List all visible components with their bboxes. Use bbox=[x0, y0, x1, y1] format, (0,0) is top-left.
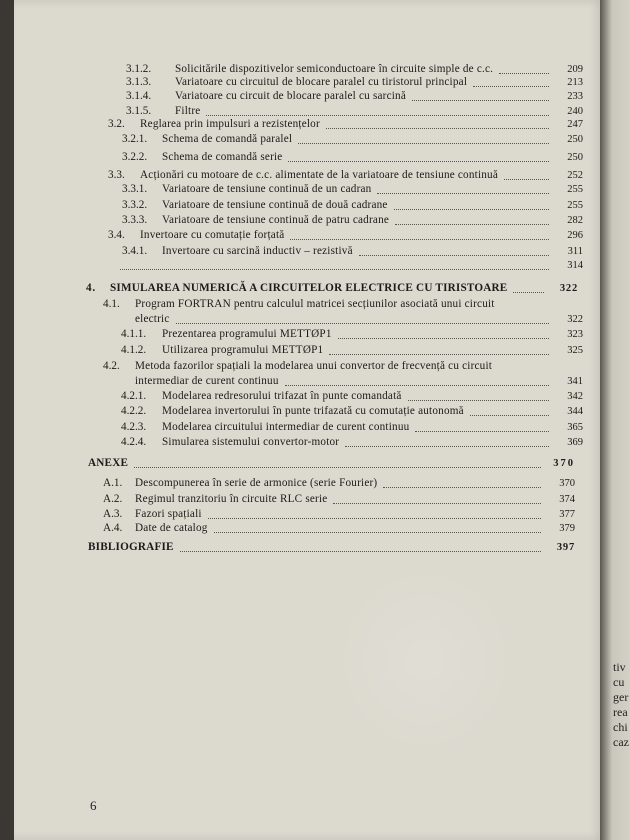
toc-entry-page: 296 bbox=[567, 230, 583, 241]
dot-leader bbox=[394, 208, 549, 210]
toc-entry-number: 4.1.1. bbox=[121, 328, 147, 340]
toc-entry-page: 233 bbox=[567, 91, 583, 102]
edge-fragment: cu bbox=[613, 676, 625, 689]
dot-leader bbox=[408, 399, 549, 401]
toc-entry bbox=[0, 132, 630, 147]
dot-leader bbox=[473, 85, 549, 87]
toc-entry bbox=[0, 150, 630, 165]
toc-entry bbox=[0, 420, 630, 435]
toc-entry bbox=[0, 359, 630, 374]
toc-entry-number: 4.2. bbox=[103, 360, 120, 372]
dot-leader bbox=[415, 430, 549, 432]
toc-entry bbox=[0, 404, 630, 419]
dot-leader bbox=[206, 114, 549, 116]
toc-entry bbox=[0, 117, 630, 132]
toc-entry bbox=[0, 540, 630, 555]
toc-entry-number: 4.2.3. bbox=[121, 421, 147, 433]
toc-entry-page: 377 bbox=[559, 509, 575, 520]
toc-entry-page: 322 bbox=[567, 314, 583, 325]
toc-entry-title: intermediar de curent continuu bbox=[135, 375, 279, 387]
toc-entry-title: Utilizarea programului METTØP1 bbox=[162, 344, 324, 356]
toc-entry-number: 4.2.2. bbox=[121, 405, 147, 417]
toc-entry-number: A.3. bbox=[103, 508, 123, 520]
toc-entry-number: 3.3.1. bbox=[122, 183, 148, 195]
toc-entry-title: BIBLIOGRAFIE bbox=[88, 541, 174, 553]
toc-entry bbox=[0, 198, 630, 213]
toc-entry-number: 4.2.1. bbox=[121, 390, 147, 402]
dot-leader bbox=[513, 291, 544, 293]
dot-leader bbox=[285, 384, 549, 386]
toc-entry-number: 3.2.1. bbox=[122, 133, 148, 145]
edge-fragment: ger bbox=[613, 691, 629, 704]
dot-leader bbox=[383, 486, 541, 488]
toc-entry-title: Acționări cu motoare de c.c. alimentate de la variatoare de tensiune continuă bbox=[140, 169, 499, 181]
toc-entry-title: Invertoare cu sarcină inductiv – rezistivă bbox=[162, 245, 353, 257]
toc-entry bbox=[0, 281, 630, 296]
dot-leader bbox=[333, 502, 541, 504]
toc-entry-title: Fazori spațiali bbox=[135, 508, 202, 520]
toc-entry-number: 3.1.4. bbox=[126, 90, 152, 102]
dot-leader bbox=[359, 254, 549, 256]
dot-leader bbox=[470, 414, 549, 416]
toc-entry-page: 240 bbox=[567, 106, 583, 117]
toc-entry-title: ANEXE bbox=[88, 457, 129, 469]
dot-leader bbox=[338, 337, 549, 339]
toc-entry bbox=[0, 168, 630, 183]
dot-leader bbox=[134, 466, 541, 468]
toc-entry bbox=[0, 435, 630, 450]
toc-entry-number: 3.3.2. bbox=[122, 199, 148, 211]
toc-entry-page: 370 bbox=[553, 458, 575, 469]
toc-entry bbox=[0, 476, 630, 491]
toc-entry-number: A.1. bbox=[103, 477, 123, 489]
toc-entry bbox=[0, 213, 630, 228]
dot-leader bbox=[329, 353, 549, 355]
dot-leader bbox=[504, 178, 549, 180]
toc-entry-title: Metoda fazorilor spațiali la modelarea unui convertor de frecvență cu circuit bbox=[135, 360, 493, 372]
toc-entry-page: 314 bbox=[567, 260, 583, 271]
toc-entry bbox=[0, 507, 630, 522]
dot-leader bbox=[214, 531, 541, 533]
dot-leader bbox=[412, 99, 549, 101]
toc-entry bbox=[0, 89, 630, 104]
toc-entry-page: 322 bbox=[559, 283, 578, 294]
toc-entry-title: Modelarea circuitului intermediar de curent continuu bbox=[162, 421, 410, 433]
toc-entry-page: 374 bbox=[559, 494, 575, 505]
dot-leader bbox=[395, 223, 549, 225]
toc-entry-page: 282 bbox=[567, 215, 583, 226]
edge-fragment: tiv bbox=[613, 661, 626, 674]
toc-entry bbox=[0, 312, 630, 327]
edge-fragment: caz bbox=[613, 736, 629, 749]
toc-entry-page: 209 bbox=[567, 64, 583, 75]
toc-entry-page: 379 bbox=[559, 523, 575, 534]
toc-entry-number: 4. bbox=[86, 282, 96, 294]
toc-entry-number: 4.1.2. bbox=[121, 344, 147, 356]
toc-entry bbox=[0, 258, 630, 273]
toc-entry-title: electric bbox=[135, 313, 170, 325]
dot-leader bbox=[377, 192, 549, 194]
dot-leader bbox=[208, 517, 541, 519]
toc-entry-page: 311 bbox=[567, 246, 583, 257]
toc-entry-page: 250 bbox=[567, 134, 583, 145]
dot-leader bbox=[345, 445, 549, 447]
toc-entry-number: 3.3. bbox=[108, 169, 125, 181]
toc-entry bbox=[0, 297, 630, 312]
toc-entry-title: Reglarea prin impulsuri a rezistențelor bbox=[140, 118, 320, 130]
toc-entry-title: Invertoare cu comutație forțată bbox=[140, 229, 285, 241]
toc-entry bbox=[0, 228, 630, 243]
toc-entry bbox=[0, 327, 630, 342]
dot-leader bbox=[326, 127, 549, 129]
toc-entry-title: Simularea sistemului convertor-motor bbox=[162, 436, 340, 448]
toc-entry bbox=[0, 389, 630, 404]
toc-entry-page: 255 bbox=[567, 200, 583, 211]
toc-entry-number: 3.4. bbox=[108, 229, 125, 241]
dot-leader bbox=[176, 322, 549, 324]
toc-entry-number: 4.1. bbox=[103, 298, 120, 310]
toc-entry-title: Variatoare cu circuit de blocare paralel cu sarcină bbox=[175, 90, 407, 102]
dot-leader bbox=[288, 160, 549, 162]
toc-entry-page: 325 bbox=[567, 345, 583, 356]
toc-entry-page: 252 bbox=[567, 170, 583, 181]
toc-entry-title: Filtre bbox=[175, 105, 201, 117]
toc-entry bbox=[0, 343, 630, 358]
toc-entry bbox=[0, 182, 630, 197]
toc-entry-number: 3.1.5. bbox=[126, 105, 152, 117]
toc-entry-page: 369 bbox=[567, 437, 583, 448]
toc-entry-page: 342 bbox=[567, 391, 583, 402]
toc-entry-title: Variatoare de tensiune continuă de patru cadrane bbox=[162, 214, 390, 226]
toc-entry-page: 341 bbox=[567, 376, 583, 387]
toc-entry bbox=[0, 456, 630, 471]
toc-entry-title: Descompunerea în serie de armonice (serie Fourier) bbox=[135, 477, 378, 489]
toc-entry-number: A.2. bbox=[103, 493, 123, 505]
toc-entry-title: Prezentarea programului METTØP1 bbox=[162, 328, 332, 340]
toc-entry-number: 3.2.2. bbox=[122, 151, 148, 163]
dot-leader bbox=[499, 72, 549, 74]
toc-entry-page: 213 bbox=[567, 77, 583, 88]
toc-entry-number: 3.4.1. bbox=[122, 245, 148, 257]
toc-entry bbox=[0, 244, 630, 259]
toc-entry-number: 3.1.2. bbox=[126, 63, 152, 75]
toc-entry-page: 250 bbox=[567, 152, 583, 163]
dot-leader bbox=[120, 268, 549, 270]
toc-entry-number: 3.1.3. bbox=[126, 76, 152, 88]
toc-entry-page: 255 bbox=[567, 184, 583, 195]
toc-entry bbox=[0, 521, 630, 536]
dot-leader bbox=[298, 142, 549, 144]
toc-entry-title: Modelarea redresorului trifazat în punte comandată bbox=[162, 390, 402, 402]
toc-entry-title: Variatoare de tensiune continuă de un cadran bbox=[162, 183, 372, 195]
page-number: 6 bbox=[90, 798, 97, 813]
toc-entry-page: 365 bbox=[567, 422, 583, 433]
toc-entry-number: 3.2. bbox=[108, 118, 125, 130]
toc-entry-page: 344 bbox=[567, 406, 583, 417]
edge-fragment: chi bbox=[613, 721, 628, 734]
toc-entry-title: Regimul tranzitoriu în circuite RLC serie bbox=[135, 493, 328, 505]
toc-entry-number: A.4. bbox=[103, 522, 123, 534]
toc-entry bbox=[0, 492, 630, 507]
toc-entry bbox=[0, 374, 630, 389]
toc-entry-title: Date de catalog bbox=[135, 522, 208, 534]
toc-entry-title: Solicitările dispozitivelor semiconductoare în circuite simple de c.c. bbox=[175, 63, 494, 75]
toc-entry-title: Variatoare cu circuitul de blocare paralel cu tiristorul principal bbox=[175, 76, 468, 88]
dot-leader bbox=[290, 238, 549, 240]
toc-entry-title: SIMULAREA NUMERICĂ A CIRCUITELOR ELECTRICE CU TIRISTOARE bbox=[110, 282, 508, 294]
toc-entry-page: 397 bbox=[556, 542, 575, 553]
toc-entry-page: 247 bbox=[567, 119, 583, 130]
toc-entry-number: 4.2.4. bbox=[121, 436, 147, 448]
edge-fragment: rea bbox=[613, 706, 628, 719]
dot-leader bbox=[180, 550, 541, 552]
toc-entry-page: 370 bbox=[559, 478, 575, 489]
toc-entry-title: Modelarea invertorului în punte trifazată cu comutație autonomă bbox=[162, 405, 464, 417]
toc-entry-title: Program FORTRAN pentru calculul matricei secțiunilor asociată unui circuit bbox=[135, 298, 495, 310]
toc-entry-title: Schema de comandă paralel bbox=[162, 133, 293, 145]
toc-entry-number: 3.3.3. bbox=[122, 214, 148, 226]
toc-entry-title: Schema de comandă serie bbox=[162, 151, 283, 163]
toc-entry-page: 323 bbox=[567, 329, 583, 340]
toc-entry bbox=[0, 75, 630, 90]
toc-entry-title: Variatoare de tensiune continuă de două cadrane bbox=[162, 199, 388, 211]
